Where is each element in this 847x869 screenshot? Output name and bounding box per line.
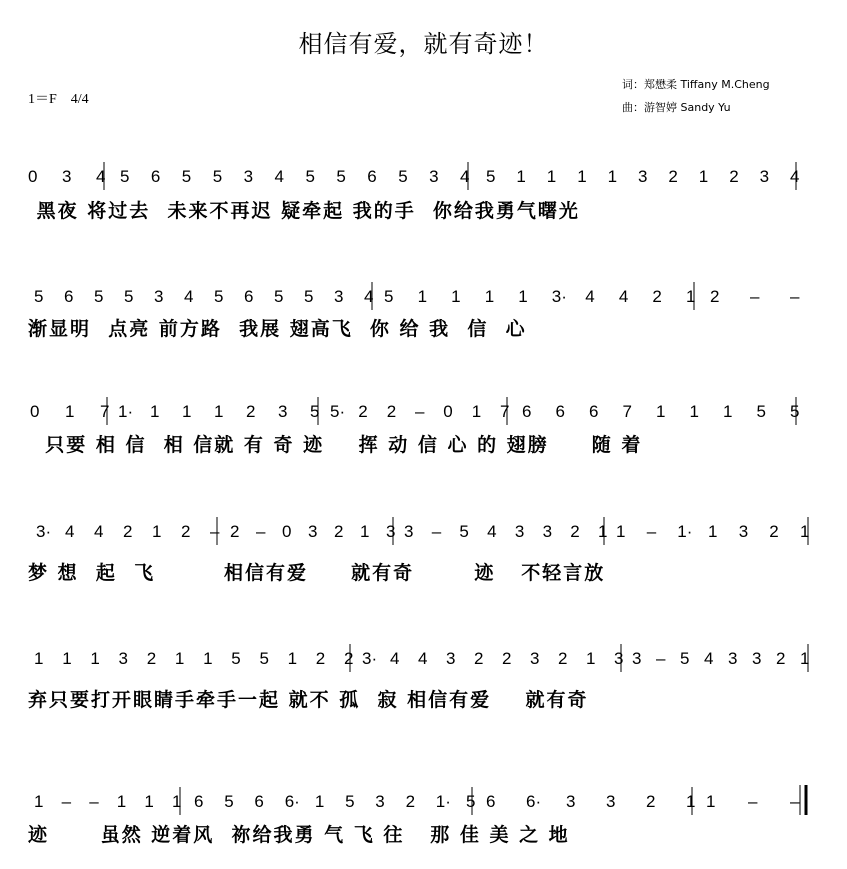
note: 5 xyxy=(274,287,284,306)
note: 5 xyxy=(310,402,320,421)
lyric-line: 渐显明 点亮 前方路 我展 翅高飞 你 给 我 信 心 xyxy=(28,318,527,340)
lyric-line: 迹 虽然 逆着风 祢给我勇 气 飞 往 那 佳 美 之 地 xyxy=(28,824,570,846)
note: 5· xyxy=(330,402,346,421)
note: 1 xyxy=(62,649,72,668)
note: 2 xyxy=(246,402,256,421)
note: 4 xyxy=(364,287,374,306)
note: 5 xyxy=(336,167,346,186)
note: 5 xyxy=(34,287,44,306)
note: 1 xyxy=(586,649,596,668)
lyric-line: 只要 相 信 相 信就 有 奇 迹 挥 动 信 心 的 翅膀 随 着 xyxy=(28,434,643,456)
note: 4 xyxy=(460,167,470,186)
note: 1 xyxy=(172,792,182,811)
note: – xyxy=(89,792,99,811)
note: 5 xyxy=(680,649,690,668)
note: 3 xyxy=(334,287,344,306)
note: 5 xyxy=(790,402,800,421)
note: 1 xyxy=(616,522,626,541)
note: 6 xyxy=(150,167,161,186)
note: 1 xyxy=(287,649,298,668)
note: 6 xyxy=(486,792,496,811)
note: 1 xyxy=(314,792,325,811)
note: 3 xyxy=(752,649,762,668)
note: 5 xyxy=(305,167,315,186)
note: 5 xyxy=(459,522,469,541)
note: 1 xyxy=(152,522,162,541)
note: 3 xyxy=(566,792,576,811)
note: 1 xyxy=(34,649,44,668)
note: 1 xyxy=(214,402,224,421)
note: 4 xyxy=(704,649,714,668)
note: 2 xyxy=(668,167,678,186)
note: 3 xyxy=(62,167,72,186)
note: 6 xyxy=(254,792,264,811)
note: 1· xyxy=(677,522,693,541)
note: 4 xyxy=(487,522,497,541)
note: 4 xyxy=(96,167,106,186)
note: 3 xyxy=(308,522,318,541)
note: 3 xyxy=(606,792,616,811)
note: 2 xyxy=(729,167,739,186)
note: 1 xyxy=(203,649,213,668)
note: 1 xyxy=(116,792,127,811)
note: – xyxy=(61,792,72,811)
note: 5 xyxy=(94,287,104,306)
note: 5 xyxy=(214,287,224,306)
note: 5 xyxy=(304,287,314,306)
note: 3 xyxy=(738,522,749,541)
note: – xyxy=(750,287,760,306)
note: 1 xyxy=(800,522,810,541)
note: 2 xyxy=(474,649,484,668)
note: 1 xyxy=(484,287,495,306)
note: 1 xyxy=(656,402,666,421)
note: 3 xyxy=(530,649,540,668)
note: 5 xyxy=(756,402,766,421)
note: 1· xyxy=(435,792,451,811)
note: 1· xyxy=(118,402,134,421)
note: 0 xyxy=(28,167,38,186)
note: 5 xyxy=(212,167,223,186)
notation-row xyxy=(0,632,847,672)
note: 2 xyxy=(230,522,240,541)
note: 1 xyxy=(182,402,192,421)
note: 1 xyxy=(708,522,718,541)
note: 5 xyxy=(384,287,394,306)
note: 5 xyxy=(181,167,192,186)
note: 1 xyxy=(698,167,709,186)
note: 3 xyxy=(429,167,439,186)
note: 2 xyxy=(652,287,662,306)
note: 1 xyxy=(723,402,733,421)
note: 6 xyxy=(367,167,377,186)
note: 2 xyxy=(769,522,779,541)
note: 3 xyxy=(542,522,553,541)
note: 1 xyxy=(360,522,370,541)
note: 2 xyxy=(710,287,720,306)
note: 6 xyxy=(555,402,565,421)
note: – xyxy=(210,522,220,541)
note: 1 xyxy=(607,167,618,186)
lyric-line: 弃只要打开眼睛手牵手一起 就不 孤 寂 相信有爱 就有奇 xyxy=(28,689,589,711)
note: 2 xyxy=(334,522,344,541)
note: 3 xyxy=(278,402,288,421)
note: 4 xyxy=(274,167,284,186)
note: – xyxy=(256,522,266,541)
note: 0 xyxy=(282,522,292,541)
note: 3 xyxy=(404,522,414,541)
note: 2 xyxy=(646,792,656,811)
note: 6· xyxy=(284,792,300,811)
notation-row xyxy=(0,150,847,190)
notation-row xyxy=(0,505,847,545)
note: 5 xyxy=(231,649,241,668)
note: 1 xyxy=(417,287,428,306)
note: 3 xyxy=(118,649,128,668)
note: 1 xyxy=(516,167,526,186)
notation-row xyxy=(0,385,847,425)
note: – xyxy=(431,522,442,541)
note: 2 xyxy=(315,649,326,668)
note: 3 xyxy=(375,792,385,811)
note: 3· xyxy=(36,522,52,541)
note: 6 xyxy=(244,287,254,306)
note: 3 xyxy=(614,649,624,668)
note: 4 xyxy=(94,522,104,541)
note: 1 xyxy=(144,792,154,811)
note: 0 xyxy=(443,402,453,421)
note: – xyxy=(656,649,666,668)
key-signature: 1＝F 4/4 xyxy=(28,92,89,107)
note: 3 xyxy=(154,287,164,306)
note: – xyxy=(790,792,800,811)
note: – xyxy=(646,522,657,541)
note: 4 xyxy=(790,167,800,186)
lyric-line: 黑夜 将过去 未来不再迟 疑牵起 我的手 你给我勇气曙光 xyxy=(28,200,580,222)
note: 1 xyxy=(518,287,528,306)
note: 4 xyxy=(65,522,75,541)
note: 6 xyxy=(522,402,532,421)
note: 5 xyxy=(224,792,234,811)
note: 4 xyxy=(184,287,194,306)
note: 5 xyxy=(398,167,408,186)
song-title: 相信有爱，就有奇迹！ xyxy=(298,30,549,58)
note: 3· xyxy=(551,287,567,306)
note: 2 xyxy=(558,649,568,668)
note: 7 xyxy=(622,402,632,421)
note: 5 xyxy=(259,649,269,668)
notation-row xyxy=(0,775,847,815)
note: 2 xyxy=(776,649,786,668)
note: 3 xyxy=(632,649,642,668)
note: 5 xyxy=(486,167,496,186)
note: 6 xyxy=(194,792,204,811)
note: 3 xyxy=(446,649,456,668)
note: 7 xyxy=(500,402,510,421)
note: 6 xyxy=(64,287,74,306)
note: 2 xyxy=(358,402,368,421)
note: 5 xyxy=(120,167,130,186)
note: 1 xyxy=(577,167,587,186)
note: 2 xyxy=(502,649,512,668)
note: 4 xyxy=(418,649,428,668)
note: 7 xyxy=(100,402,110,421)
note: 2 xyxy=(344,649,354,668)
note: 1 xyxy=(686,792,696,811)
note: 1 xyxy=(546,167,557,186)
note: 2 xyxy=(405,792,416,811)
note: – xyxy=(415,402,425,421)
note: 2 xyxy=(123,522,133,541)
note: 5 xyxy=(124,287,134,306)
note: 2 xyxy=(181,522,191,541)
note: 4 xyxy=(585,287,595,306)
note: 1 xyxy=(689,402,699,421)
note: 4 xyxy=(618,287,629,306)
note: – xyxy=(748,792,758,811)
note: 1 xyxy=(150,402,160,421)
note: 1 xyxy=(34,792,44,811)
note: 1 xyxy=(65,402,75,421)
note: 1 xyxy=(90,649,100,668)
note: 2 xyxy=(570,522,580,541)
note: 3 xyxy=(386,522,396,541)
note: 5 xyxy=(466,792,476,811)
note: – xyxy=(790,287,800,306)
notation-row xyxy=(0,270,847,310)
note: 2 xyxy=(386,402,397,421)
note: 1 xyxy=(800,649,810,668)
note: 3· xyxy=(362,649,378,668)
note: 3 xyxy=(243,167,254,186)
note: 1 xyxy=(686,287,696,306)
note: 3 xyxy=(638,167,648,186)
note: 3 xyxy=(514,522,525,541)
note: 4 xyxy=(390,649,400,668)
note: 2 xyxy=(146,649,157,668)
note: 1 xyxy=(471,402,482,421)
composer-credit: 曲：游智婷 Sandy Yu xyxy=(622,101,731,114)
note: 1 xyxy=(174,649,185,668)
note: 5 xyxy=(345,792,355,811)
note: 6 xyxy=(589,402,599,421)
note: 1 xyxy=(706,792,716,811)
note: 3 xyxy=(759,167,770,186)
note: 1 xyxy=(451,287,461,306)
note: 1 xyxy=(598,522,608,541)
note: 0 xyxy=(30,402,40,421)
lyricist-credit: 词：郑懋柔 Tiffany M.Cheng xyxy=(622,78,770,91)
lyric-line: 梦 想 起 飞 相信有爱 就有奇 迹 不轻言放 xyxy=(28,562,606,584)
note: 6· xyxy=(526,792,542,811)
note: 3 xyxy=(728,649,738,668)
